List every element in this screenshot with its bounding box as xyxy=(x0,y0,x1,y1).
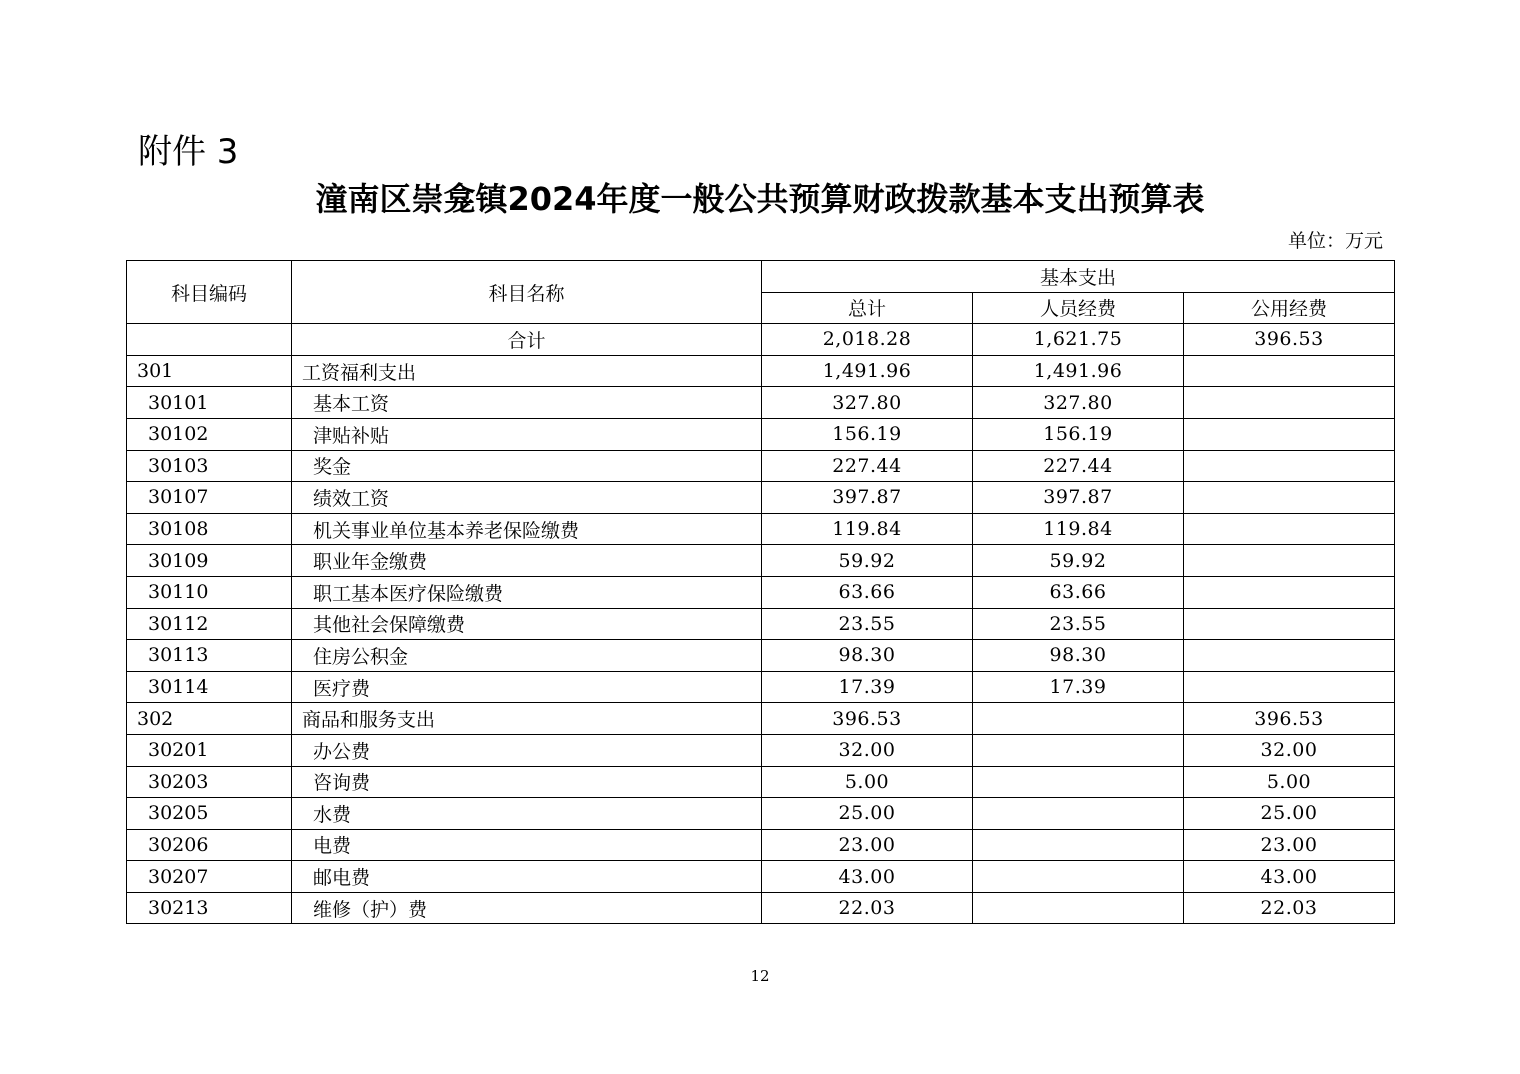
table-row xyxy=(127,734,1395,766)
table-row xyxy=(127,355,1395,387)
budget-table xyxy=(126,260,1395,924)
table-row xyxy=(127,545,1395,577)
cell-subject-code: 30205 xyxy=(127,798,292,830)
cell-personnel-expenses: 397.87 xyxy=(973,482,1184,514)
cell-subject-name: 职工基本医疗保险缴费 xyxy=(292,576,762,608)
cell-total: 397.87 xyxy=(762,482,973,514)
table-header xyxy=(127,261,1395,324)
cell-public-expenses: 396.53 xyxy=(1184,703,1395,735)
cell-total: 63.66 xyxy=(762,576,973,608)
cell-subject-code: 30107 xyxy=(127,482,292,514)
cell-total: 327.80 xyxy=(762,387,973,419)
cell-personnel-expenses: 156.19 xyxy=(973,418,1184,450)
cell-total: 98.30 xyxy=(762,640,973,672)
cell-total: 2,018.28 xyxy=(762,324,973,356)
table-row xyxy=(127,798,1395,830)
cell-subject-code: 30203 xyxy=(127,766,292,798)
cell-subject-name: 职业年金缴费 xyxy=(292,545,762,577)
cell-personnel-expenses: 227.44 xyxy=(973,450,1184,482)
cell-total: 396.53 xyxy=(762,703,973,735)
cell-subject-code: 30102 xyxy=(127,418,292,450)
table-row xyxy=(127,387,1395,419)
cell-subject-name: 办公费 xyxy=(292,734,762,766)
attachment-label: 附件 3 xyxy=(138,132,239,172)
cell-total: 22.03 xyxy=(762,892,973,924)
table-row xyxy=(127,576,1395,608)
cell-personnel-expenses xyxy=(973,703,1184,735)
cell-subject-name: 电费 xyxy=(292,829,762,861)
cell-subject-code: 30206 xyxy=(127,829,292,861)
header-subject-code: 科目编码 xyxy=(127,261,292,324)
table-row xyxy=(127,418,1395,450)
cell-subject-name: 商品和服务支出 xyxy=(292,703,762,735)
cell-subject-name: 绩效工资 xyxy=(292,482,762,514)
header-public-expenses: 公用经费 xyxy=(1184,292,1395,324)
cell-personnel-expenses: 119.84 xyxy=(973,513,1184,545)
cell-subject-name: 基本工资 xyxy=(292,387,762,419)
cell-public-expenses: 22.03 xyxy=(1184,892,1395,924)
cell-personnel-expenses xyxy=(973,892,1184,924)
unit-label: 单位：万元 xyxy=(1287,230,1383,252)
cell-subject-code xyxy=(127,324,292,356)
cell-subject-code: 30114 xyxy=(127,671,292,703)
table-row xyxy=(127,671,1395,703)
cell-public-expenses xyxy=(1184,418,1395,450)
cell-personnel-expenses: 17.39 xyxy=(973,671,1184,703)
cell-personnel-expenses xyxy=(973,829,1184,861)
cell-public-expenses: 5.00 xyxy=(1184,766,1395,798)
cell-subject-code: 30207 xyxy=(127,861,292,893)
cell-total: 1,491.96 xyxy=(762,355,973,387)
cell-subject-code: 30101 xyxy=(127,387,292,419)
cell-subject-code: 30108 xyxy=(127,513,292,545)
cell-public-expenses xyxy=(1184,513,1395,545)
cell-personnel-expenses: 59.92 xyxy=(973,545,1184,577)
cell-public-expenses: 23.00 xyxy=(1184,829,1395,861)
table-row xyxy=(127,450,1395,482)
cell-subject-code: 302 xyxy=(127,703,292,735)
cell-public-expenses xyxy=(1184,640,1395,672)
cell-subject-name: 其他社会保障缴费 xyxy=(292,608,762,640)
cell-subject-name: 工资福利支出 xyxy=(292,355,762,387)
table-body xyxy=(127,324,1395,924)
header-total: 总计 xyxy=(762,292,973,324)
cell-public-expenses xyxy=(1184,450,1395,482)
cell-total: 17.39 xyxy=(762,671,973,703)
document-title: 潼南区崇龛镇2024年度一般公共预算财政拨款基本支出预算表 xyxy=(315,180,1205,218)
cell-subject-name: 奖金 xyxy=(292,450,762,482)
table-row xyxy=(127,608,1395,640)
cell-total: 5.00 xyxy=(762,766,973,798)
cell-personnel-expenses: 1,491.96 xyxy=(973,355,1184,387)
cell-personnel-expenses: 98.30 xyxy=(973,640,1184,672)
cell-total: 43.00 xyxy=(762,861,973,893)
cell-subject-name: 住房公积金 xyxy=(292,640,762,672)
table-row xyxy=(127,766,1395,798)
table-row-total xyxy=(127,324,1395,356)
cell-subject-code: 30113 xyxy=(127,640,292,672)
cell-public-expenses xyxy=(1184,608,1395,640)
cell-personnel-expenses: 1,621.75 xyxy=(973,324,1184,356)
cell-total: 25.00 xyxy=(762,798,973,830)
cell-personnel-expenses: 23.55 xyxy=(973,608,1184,640)
cell-total: 59.92 xyxy=(762,545,973,577)
cell-subject-code: 301 xyxy=(127,355,292,387)
cell-total: 23.00 xyxy=(762,829,973,861)
table-row xyxy=(127,703,1395,735)
cell-total: 156.19 xyxy=(762,418,973,450)
table-row xyxy=(127,861,1395,893)
table-row xyxy=(127,482,1395,514)
cell-subject-name: 水费 xyxy=(292,798,762,830)
cell-public-expenses xyxy=(1184,482,1395,514)
cell-public-expenses xyxy=(1184,387,1395,419)
cell-personnel-expenses: 63.66 xyxy=(973,576,1184,608)
cell-subject-name: 咨询费 xyxy=(292,766,762,798)
cell-personnel-expenses xyxy=(973,798,1184,830)
table-row xyxy=(127,892,1395,924)
cell-subject-code: 30201 xyxy=(127,734,292,766)
header-basic-expenditure: 基本支出 xyxy=(762,261,1395,293)
cell-subject-name: 合计 xyxy=(292,324,762,356)
cell-public-expenses xyxy=(1184,355,1395,387)
cell-subject-name: 邮电费 xyxy=(292,861,762,893)
cell-subject-code: 30109 xyxy=(127,545,292,577)
cell-total: 119.84 xyxy=(762,513,973,545)
cell-public-expenses xyxy=(1184,545,1395,577)
cell-subject-code: 30103 xyxy=(127,450,292,482)
header-subject-name: 科目名称 xyxy=(292,261,762,324)
cell-personnel-expenses xyxy=(973,766,1184,798)
cell-total: 23.55 xyxy=(762,608,973,640)
cell-public-expenses xyxy=(1184,671,1395,703)
cell-public-expenses: 32.00 xyxy=(1184,734,1395,766)
cell-public-expenses: 43.00 xyxy=(1184,861,1395,893)
cell-subject-name: 维修（护）费 xyxy=(292,892,762,924)
cell-subject-name: 机关事业单位基本养老保险缴费 xyxy=(292,513,762,545)
cell-subject-code: 30112 xyxy=(127,608,292,640)
header-personnel-expenses: 人员经费 xyxy=(973,292,1184,324)
cell-personnel-expenses: 327.80 xyxy=(973,387,1184,419)
table-row xyxy=(127,640,1395,672)
cell-subject-name: 津贴补贴 xyxy=(292,418,762,450)
cell-total: 227.44 xyxy=(762,450,973,482)
cell-subject-code: 30213 xyxy=(127,892,292,924)
cell-public-expenses: 396.53 xyxy=(1184,324,1395,356)
cell-total: 32.00 xyxy=(762,734,973,766)
cell-subject-name: 医疗费 xyxy=(292,671,762,703)
table-row xyxy=(127,513,1395,545)
cell-subject-code: 30110 xyxy=(127,576,292,608)
cell-public-expenses: 25.00 xyxy=(1184,798,1395,830)
table-row xyxy=(127,829,1395,861)
cell-public-expenses xyxy=(1184,576,1395,608)
cell-personnel-expenses xyxy=(973,734,1184,766)
page-number: 12 xyxy=(750,967,770,985)
cell-personnel-expenses xyxy=(973,861,1184,893)
